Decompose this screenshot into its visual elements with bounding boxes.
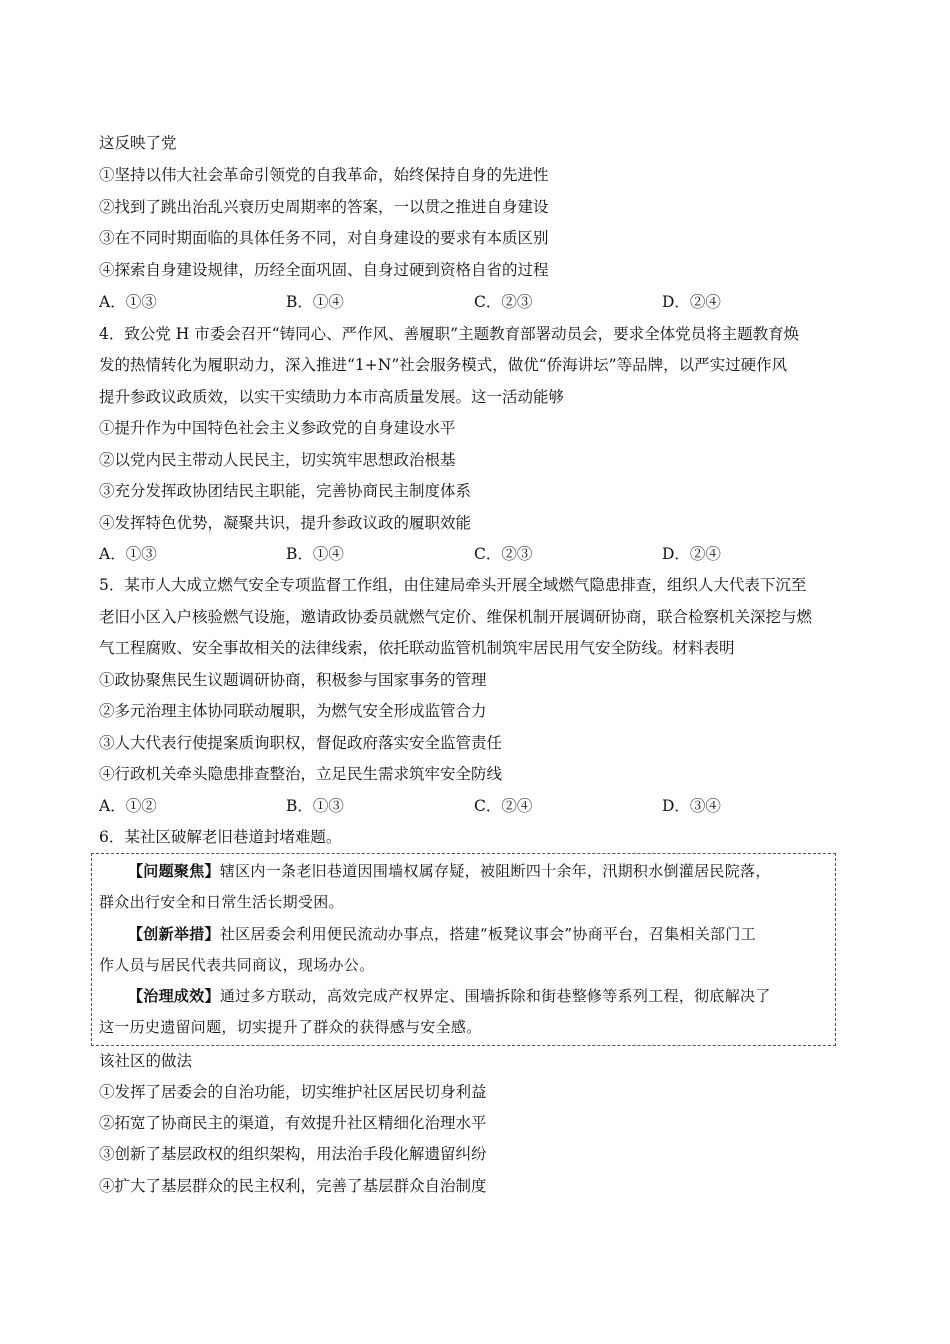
q4-item-1: ①提升作为中国特色社会主义参政党的自身建设水平 (99, 419, 456, 437)
q4-option-d: D．②④ (662, 545, 721, 563)
q3-option-b: B．①④ (286, 293, 344, 311)
q5-option-a: A．①② (99, 797, 157, 815)
q5-stem-line-2: 老旧小区入户核验燃气设施，邀请政协委员就燃气定价、维保机制开展调研协商，联合检察机关深挖与燃 (99, 608, 813, 626)
q4-stem-line-3: 提升参政议政质效，以实干实绩助力本市高质量发展。这一活动能够 (99, 388, 565, 406)
q6-stem-tail: 该社区的做法 (99, 1052, 193, 1070)
q6-box-p1-line-2: 群众出行安全和日常生活长期受困。 (99, 893, 344, 911)
q4-item-2: ②以党内民主带动人民民主，切实筑牢思想政治根基 (99, 451, 456, 469)
q6-box-p2-line-2: 作人员与居民代表共同商议，现场办公。 (99, 956, 375, 974)
q6-box-p2-text: 社区居委会利用便民流动办事点，搭建“板凳议事会”协商平台，召集相关部门工 (219, 925, 756, 943)
q6-stem: 6．某社区破解老旧巷道封堵难题。 (99, 828, 342, 846)
q5-stem-line-3: 气工程腐败、安全事故相关的法律线索，依托联动监管机制筑牢居民用气安全防线。材料表明 (99, 639, 735, 657)
q5-option-b: B．①③ (286, 797, 344, 815)
q6-box-p3-line-2: 这一历史遗留问题，切实提升了群众的获得感与安全感。 (99, 1018, 482, 1036)
q6-box-p3-text: 通过多方联动，高效完成产权界定、围墙拆除和街巷整修等系列工程，彻底解决了 (219, 987, 771, 1005)
q4-stem-line-1: 4．致公党 H 市委会召开“铸同心、严作风、善履职”主题教育部署动员会，要求全体党员将主题教育焕 (99, 325, 800, 343)
q6-item-3: ③创新了基层政权的组织架构，用法治手段化解遗留纠纷 (99, 1145, 487, 1163)
q6-item-4: ④扩大了基层群众的民主权利，完善了基层群众自治制度 (99, 1177, 487, 1195)
q6-box-p1-text: 辖区内一条老旧巷道因围墙权属存疑，被阻断四十余年，汛期积水倒灌居民院落， (219, 862, 771, 880)
q4-option-b: B．①④ (286, 545, 344, 563)
q6-box-p1-line-1 (128, 861, 771, 881)
q3-option-a: A．①③ (99, 293, 157, 311)
q4-stem-line-2: 发的热情转化为履职动力，深入推进“1+N”社会服务模式，做优“侨海讲坛”等品牌，以严实过硬作风 (99, 356, 788, 374)
q6-item-1: ①发挥了居委会的自治功能，切实维护社区居民切身利益 (99, 1083, 487, 1101)
q4-item-4: ④发挥特色优势，凝聚共识，提升参政议政的履职效能 (99, 514, 472, 532)
q3-item-1: ①坚持以伟大社会革命引领党的自我革命，始终保持自身的先进性 (99, 166, 549, 184)
q3-stem-tail: 这反映了党 (99, 134, 177, 152)
q5-item-1: ①政协聚焦民生议题调研协商，积极参与国家事务的管理 (99, 671, 487, 689)
q5-option-d: D．③④ (662, 797, 721, 815)
q3-item-2: ②找到了跳出治乱兴衰历史周期率的答案，一以贯之推进自身建设 (99, 198, 549, 216)
q3-item-3: ③在不同时期面临的具体任务不同，对自身建设的要求有本质区别 (99, 229, 549, 247)
q6-box-p3-line-1 (128, 986, 771, 1006)
q6-item-2: ②拓宽了协商民主的渠道，有效提升社区精细化治理水平 (99, 1114, 487, 1132)
q4-option-c: C．②③ (474, 545, 533, 563)
q4-option-a: A．①③ (99, 545, 157, 563)
q3-option-d: D．②④ (662, 293, 721, 311)
q5-stem-line-1: 5．某市人大成立燃气安全专项监督工作组，由住建局牵头开展全域燃气隐患排查，组织人大代表下沉至 (99, 576, 807, 594)
q6-box-tag-measure: 【创新举措】 (128, 925, 220, 943)
q5-item-3: ③人大代表行使提案质询职权，督促政府落实安全监管责任 (99, 734, 503, 752)
q3-option-c: C．②③ (474, 293, 533, 311)
q4-item-3: ③充分发挥政协团结民主职能，完善协商民主制度体系 (99, 482, 472, 500)
q5-item-2: ②多元治理主体协同联动履职，为燃气安全形成监管合力 (99, 702, 487, 720)
q5-option-c: C．②④ (474, 797, 533, 815)
q3-item-4: ④探索自身建设规律，历经全面巩固、自身过硬到资格自省的过程 (99, 261, 549, 279)
q6-box-tag-problem: 【问题聚焦】 (128, 862, 220, 880)
q5-item-4: ④行政机关牵头隐患排查整治，立足民生需求筑牢安全防线 (99, 765, 503, 783)
q6-box-p2-line-1 (128, 924, 756, 944)
q6-box-tag-result: 【治理成效】 (128, 987, 220, 1005)
